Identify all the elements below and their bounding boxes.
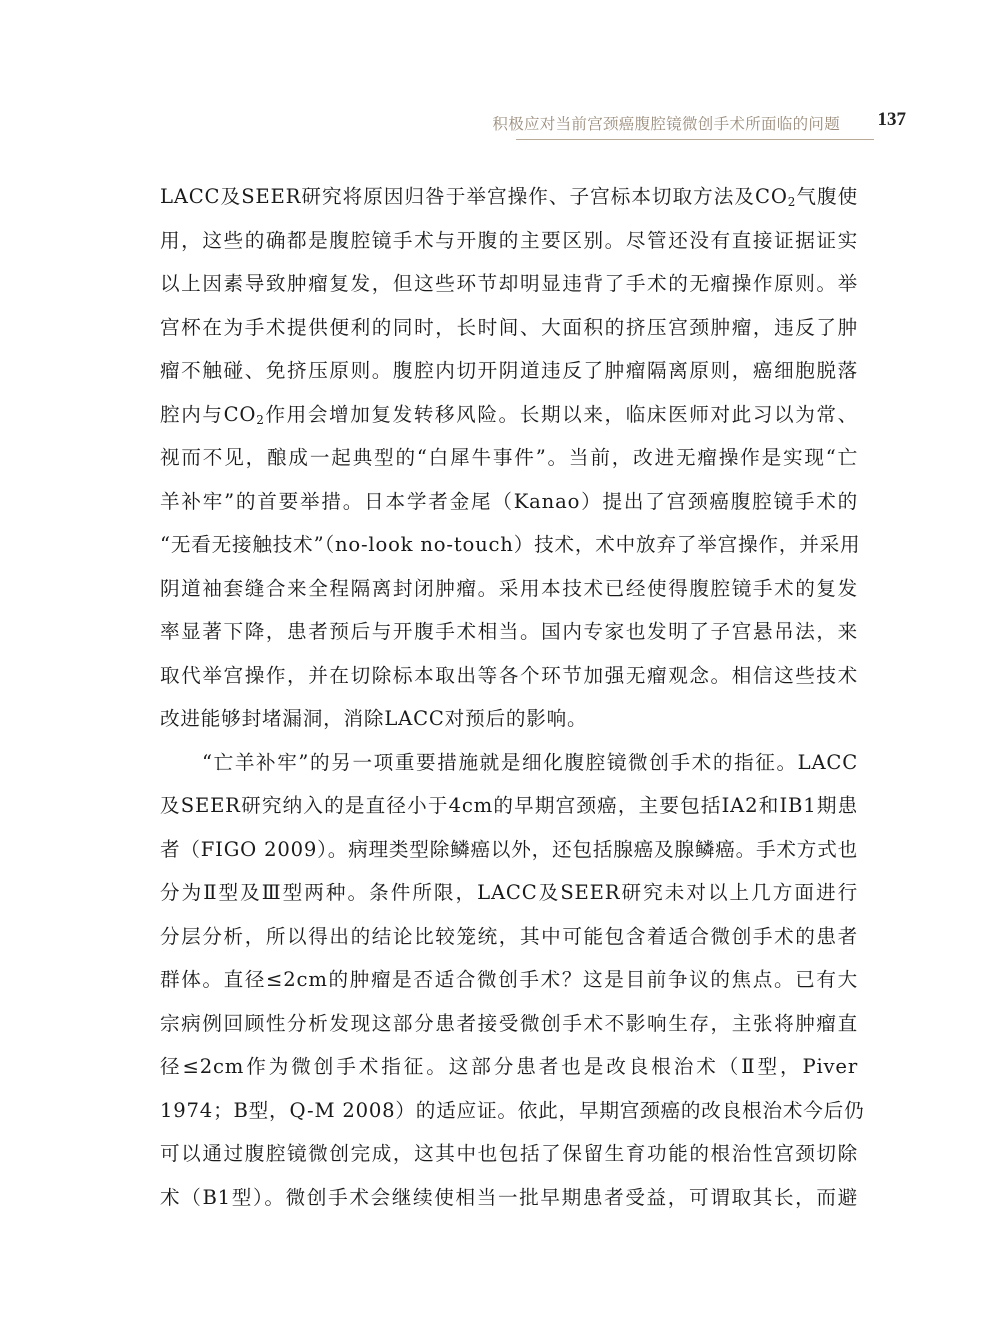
subscript: 2: [256, 412, 265, 427]
running-title: 积极应对当前宫颈癌腹腔镜微创手术所面临的问题: [492, 115, 840, 133]
text-span: 腔内与CO: [160, 402, 257, 426]
header-rule: [516, 139, 874, 140]
text-line: 率显著下降，患者预后与开腹手术相当。国内专家也发明了子宫悬吊法，来: [160, 620, 858, 643]
text-line: 1974；B型，Q-M 2008）的适应证。依此，早期宫颈癌的改良根治术今后仍: [160, 1098, 865, 1122]
paragraph-1: [160, 181, 861, 747]
subscript: 2: [787, 195, 797, 209]
paragraph-2: [160, 747, 865, 1226]
body-text: [160, 181, 865, 1225]
text-line: 者（FIGO 2009）。病理类型除鳞癌以外，还包括腺癌及腺鳞癌。手术方式也: [160, 837, 858, 861]
text-line: 分层分析，所以得出的结论比较笼统，其中可能包含着适合微创手术的患者: [160, 924, 858, 948]
text-line: 径≤2cm作为微创手术指征。这部分患者也是改良根治术（Ⅱ型，Piver: [160, 1055, 858, 1078]
text-line: 取代举宫操作，并在切除标本取出等各个环节加强无瘤观念。相信这些技术: [160, 663, 858, 687]
text-line: 羊补牢”的首要举措。日本学者金尾（Kanao）提出了宫颈癌腹腔镜手术的: [160, 489, 858, 513]
text-line: 分为Ⅱ型及Ⅲ型两种。条件所限，LACC及SEER研究未对以上几方面进行: [160, 881, 858, 904]
text-span: 气腹使: [796, 185, 858, 208]
text-line: 群体。直径≤2cm的肿瘤是否适合微创手术？这是目前争议的焦点。已有大: [160, 968, 858, 991]
text-line: 宫杯在为手术提供便利的同时，长时间、大面积的挤压宫颈肿瘤，违反了肿: [160, 315, 858, 339]
text-line: 改进能够封堵漏洞，消除LACC对预后的影响。: [160, 707, 588, 730]
text-line: [160, 399, 858, 443]
text-line: 宗病例回顾性分析发现这部分患者接受微创手术不影响生存，主张将肿瘤直: [160, 1011, 858, 1035]
text-line: 用，这些的确都是腹腔镜手术与开腹的主要区别。尽管还没有直接证据证实: [160, 228, 858, 252]
text-line: 阴道袖套缝合来全程隔离封闭肿瘤。采用本技术已经使得腹腔镜手术的复发: [160, 576, 858, 600]
text-line: 以上因素导致肿瘤复发，但这些环节却明显违背了手术的无瘤操作原则。举: [160, 272, 858, 295]
page-header: [480, 109, 908, 142]
text-line: 视而不见，酿成一起典型的“白犀牛事件”。当前，改进无瘤操作是实现“亡: [160, 446, 858, 469]
text-line: 术（B1型）。微创手术会继续使相当一批早期患者受益，可谓取其长，而避: [160, 1185, 858, 1209]
page-number: 137: [877, 109, 906, 130]
text-line: “亡羊补牢”的另一项重要措施就是细化腹腔镜微创手术的指征。LACC: [202, 750, 858, 774]
text-line: 可以通过腹腔镜微创完成，这其中也包括了保留生育功能的根治性宫颈切除: [160, 1142, 858, 1165]
text-span: LACC及SEER研究将原因归咎于举宫操作、子宫标本切取方法及CO: [160, 185, 788, 208]
text-line: [160, 181, 858, 225]
text-line: 瘤不触碰、免挤压原则。腹腔内切开阴道违反了肿瘤隔离原则，癌细胞脱落: [160, 359, 858, 382]
text-line: “无看无接触技术”（no-look no-touch）技术，术中放弃了举宫操作，并采用: [160, 533, 861, 556]
text-line: 及SEER研究纳入的是直径小于4cm的早期宫颈癌，主要包括IA2和IB1期患: [160, 794, 858, 817]
text-span: 作用会增加复发转移风险。长期以来，临床医师对此习以为常、: [264, 402, 858, 426]
